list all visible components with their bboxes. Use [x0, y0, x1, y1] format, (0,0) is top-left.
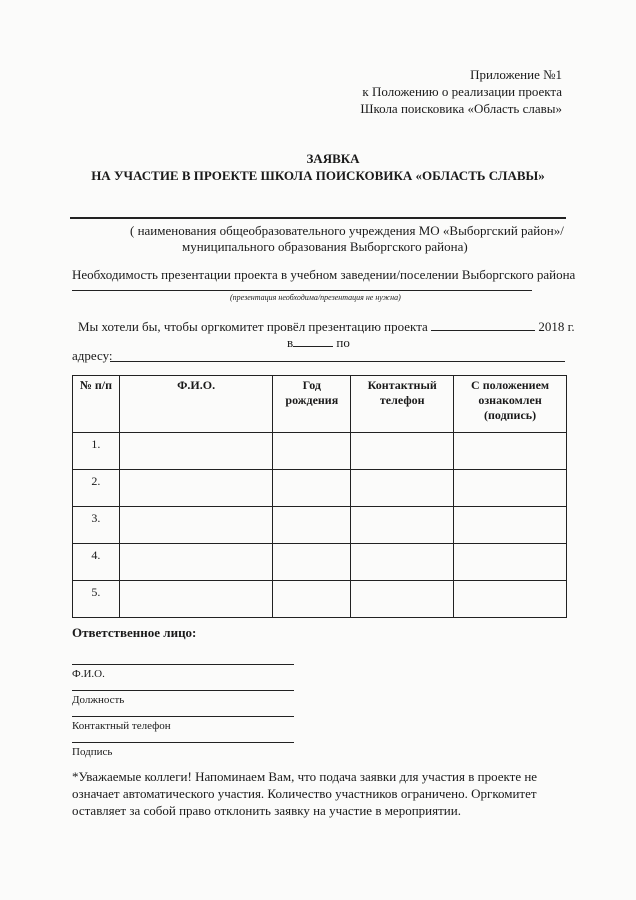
- header-name: Ф.И.О.: [119, 376, 273, 433]
- by-label: по: [336, 335, 350, 350]
- title-line-1: ЗАЯВКА: [306, 151, 360, 166]
- institution-caption: [130, 223, 564, 255]
- time-blank[interactable]: [293, 334, 333, 347]
- responsible-signature-label: Подпись: [72, 746, 113, 758]
- responsible-name-label: Ф.И.О.: [72, 668, 105, 680]
- footnote: *Уважаемые коллеги! Напоминаем Вам, что подача заявки для участия в проекте не означает автоматического участия. Количество участников ограничено. Оргкомитет оставляет за собой право отклонить заявку на участие в мероприятии.: [72, 769, 538, 818]
- responsible-phone-label: Контактный телефон: [72, 720, 171, 732]
- presentation-request-text: Мы хотели бы, чтобы оргкомитет провёл презентацию проекта: [78, 319, 428, 334]
- cell-birth-year[interactable]: [273, 470, 351, 507]
- row-number: 4.: [73, 544, 120, 581]
- responsible-position-line[interactable]: [72, 690, 294, 691]
- presentation-location: [287, 334, 350, 351]
- header-birth-year: Год рождения: [273, 376, 351, 433]
- institution-caption-line-2: муниципального образования Выборгского района): [182, 239, 468, 254]
- appendix-block: [360, 66, 562, 117]
- cell-birth-year[interactable]: [273, 507, 351, 544]
- row-number: 1.: [73, 433, 120, 470]
- appendix-line-1: Приложение №1: [470, 67, 562, 82]
- cell-signature[interactable]: [454, 470, 567, 507]
- title-line-2: НА УЧАСТИЕ В ПРОЕКТЕ ШКОЛА ПОИСКОВИКА «ОБЛАСТЬ СЛАВЫ»: [91, 168, 545, 183]
- header-signature: С положением ознакомлен (подпись): [454, 376, 567, 433]
- presentation-date-blank[interactable]: [431, 318, 535, 331]
- responsible-signature-line[interactable]: [72, 742, 294, 743]
- cell-name[interactable]: [119, 470, 273, 507]
- table-row: [73, 507, 567, 544]
- header-number: № п/п: [73, 376, 120, 433]
- cell-signature[interactable]: [454, 581, 567, 618]
- cell-phone[interactable]: [351, 581, 454, 618]
- appendix-line-2: к Положению о реализации проекта: [362, 84, 562, 99]
- cell-name[interactable]: [119, 581, 273, 618]
- institution-name-line[interactable]: [70, 217, 566, 219]
- document-title: [0, 150, 636, 184]
- responsible-position-label: Должность: [72, 694, 125, 706]
- cell-phone[interactable]: [351, 470, 454, 507]
- table-row: [73, 544, 567, 581]
- cell-birth-year[interactable]: [273, 433, 351, 470]
- address-line[interactable]: [110, 361, 565, 362]
- table-row: [73, 470, 567, 507]
- cell-phone[interactable]: [351, 544, 454, 581]
- cell-birth-year[interactable]: [273, 544, 351, 581]
- presentation-need-label: Необходимость презентации проекта в учебном заведении/поселении Выборгского района: [72, 267, 576, 282]
- row-number: 5.: [73, 581, 120, 618]
- cell-phone[interactable]: [351, 507, 454, 544]
- table-row: [73, 581, 567, 618]
- presentation-need-note: (презентация необходима/презентация не нужна): [230, 293, 401, 302]
- presentation-request: [78, 318, 575, 335]
- presentation-need-line[interactable]: [72, 290, 532, 291]
- institution-caption-line-1: ( наименования общеобразовательного учреждения МО «Выборгский район»/: [130, 223, 564, 238]
- in-label: в: [287, 335, 294, 350]
- cell-phone[interactable]: [351, 433, 454, 470]
- cell-name[interactable]: [119, 433, 273, 470]
- table-header-row: [73, 376, 567, 433]
- responsible-heading: Ответственное лицо:: [72, 625, 197, 640]
- cell-signature[interactable]: [454, 544, 567, 581]
- presentation-year: 2018 г.: [538, 319, 575, 334]
- cell-name[interactable]: [119, 544, 273, 581]
- address-label: адресу:: [72, 348, 113, 363]
- table-row: [73, 433, 567, 470]
- cell-birth-year[interactable]: [273, 581, 351, 618]
- cell-signature[interactable]: [454, 507, 567, 544]
- row-number: 3.: [73, 507, 120, 544]
- cell-signature[interactable]: [454, 433, 567, 470]
- appendix-line-3: Школа поисковика «Область славы»: [360, 101, 562, 116]
- cell-name[interactable]: [119, 507, 273, 544]
- responsible-phone-line[interactable]: [72, 716, 294, 717]
- responsible-name-line[interactable]: [72, 664, 294, 665]
- participants-table: [72, 375, 567, 618]
- header-phone: Контактный телефон: [351, 376, 454, 433]
- row-number: 2.: [73, 470, 120, 507]
